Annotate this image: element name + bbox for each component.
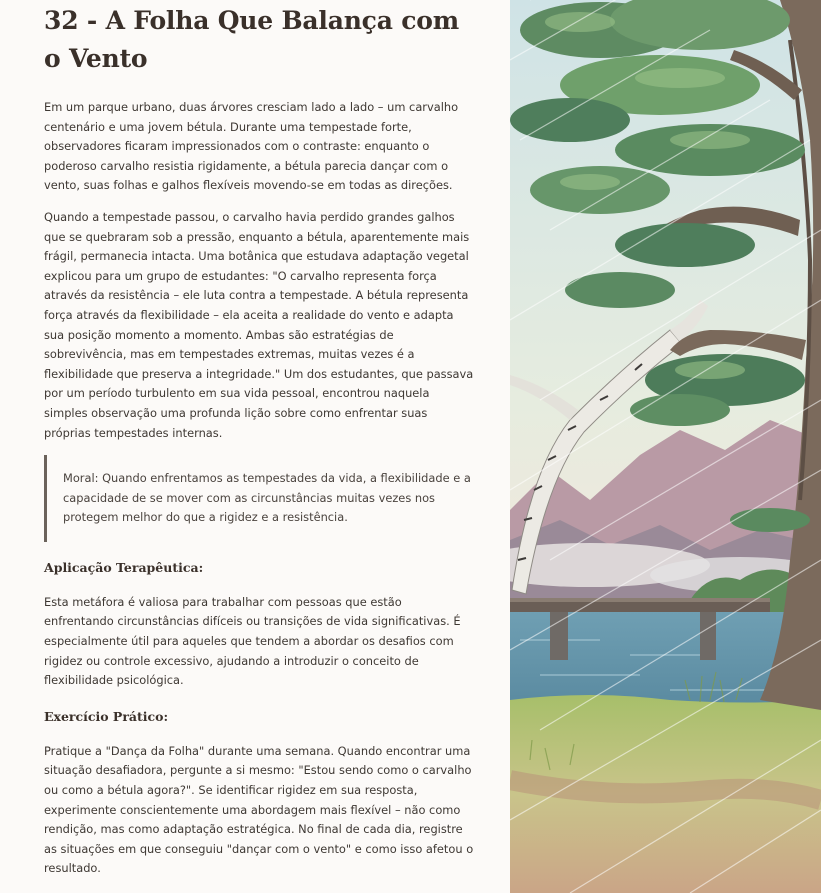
- exercise-heading: Exercício Prático:: [44, 708, 169, 724]
- moral-text: Moral: Quando enfrentamos as tempestades da vida, a flexibilidade e a capacidade de se mover com as circunstâncias muitas vezes nos protegem melhor do que a rigidez e a resistência.: [63, 471, 471, 525]
- story-paragraph-2: Quando a tempestade passou, o carvalho havia perdido grandes galhos que se quebraram sob a pressão, enquanto a bétula, aparentemente mais frágil, permanecia intacta. Uma botânica que estudava adaptação vegetal explicou para um grupo de estudantes: "O carvalho representa força através da resistência – ele luta contra a tempestade. A bétula representa força através da flexibilidade – ela aceita a realidade do vento e adapta sua posição momento a momento. Ambas são estratégias de sobrevivência, mas em tempestades extremas, muitas vezes é a flexibilidade que preserva a integridade." Um dos estudantes, que passava por um período turbulento em sua vida pessoal, encontrou naquela simples observação uma profunda lição sobre como enfrentar suas próprias tempestades internas.: [44, 209, 474, 440]
- exercise-paragraph: Pratique a "Dança da Folha" durante uma semana. Quando encontrar uma situação desafiadora, pergunte a si mesmo: "Estou sendo como o carvalho ou como a bétula agora?". Se identificar rigidez em sua resposta, experimente conscientemente uma abordagem mais flexível – não como rendição, mas como adaptação estratégica. No final de cada dia, registre as situações em que conseguiu "dançar com o vento" e como isso afetou o resultado.: [44, 743, 474, 876]
- story-paragraph-1: Em um parque urbano, duas árvores cresciam lado a lado – um carvalho centenário e uma jovem bétula. Durante uma tempestade forte, observadores ficaram impressionados com o contraste: enquanto o poderoso carvalho resistia rigidamente, a bétula parecia dançar com o vento, suas folhas e galhos flexíveis movendo-se em todas as direções.: [44, 100, 459, 193]
- moral-quote: [44, 455, 474, 542]
- page-title: 32 - A Folha Que Balança com o Vento: [44, 6, 459, 73]
- therapeutic-paragraph: Esta metáfora é valiosa para trabalhar com pessoas que estão enfrentando circunstâncias difíceis ou transições de vida significativas. É especialmente útil para aqueles que tendem a abordar os desafios com rigidez ou controle excessivo, ajudando a introduzir o conceito de flexibilidade psicológica.: [44, 594, 461, 688]
- illustration-oak-birch-storm: [510, 0, 821, 893]
- therapeutic-heading: Aplicação Terapêutica:: [44, 559, 204, 575]
